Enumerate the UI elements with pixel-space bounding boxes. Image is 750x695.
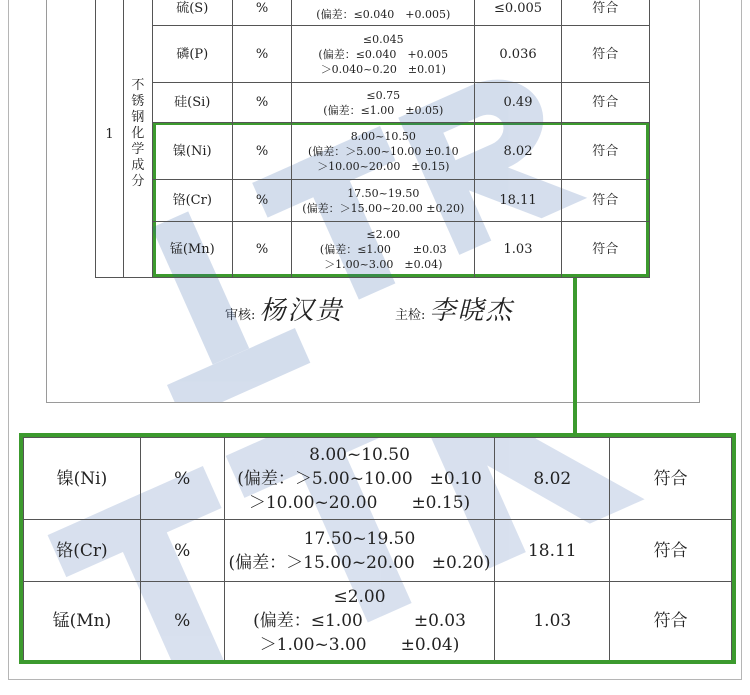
watermark-letter-t1-bar bbox=[167, 328, 310, 402]
doc-category-cell bbox=[123, 0, 152, 278]
doc-row-si bbox=[96, 83, 700, 123]
doc-result: 1.03 bbox=[475, 222, 562, 278]
zoom-result: 8.02 bbox=[495, 438, 610, 520]
doc-table bbox=[95, 0, 699, 278]
doc-element: 镍(Ni) bbox=[152, 123, 232, 180]
zoom-result: 18.11 bbox=[495, 520, 610, 582]
doc-result: 18.11 bbox=[475, 180, 562, 222]
zoom-row-mn bbox=[24, 582, 732, 661]
doc-row-p bbox=[96, 26, 700, 83]
zoom-row-ni bbox=[24, 438, 732, 520]
doc-verdict: 符合 bbox=[561, 83, 649, 123]
doc-spec: 17.50~19.50 (偏差：＞15.00~20.00 ±0.20) bbox=[292, 180, 475, 222]
zoom-panel bbox=[19, 433, 736, 664]
inspector-block bbox=[395, 290, 514, 327]
scanned-document bbox=[46, 0, 700, 403]
zoom-unit: % bbox=[140, 582, 224, 661]
doc-spec: 8.00~10.50 (偏差：＞5.00~10.00 ±0.10 ＞10.00~20.00 ±0.15) bbox=[292, 123, 475, 180]
zoom-element: 铬(Cr) bbox=[24, 520, 141, 582]
reviewer-block bbox=[225, 290, 344, 327]
doc-result: 8.02 bbox=[475, 123, 562, 180]
doc-verdict: 符合 bbox=[561, 180, 649, 222]
doc-row-mn bbox=[96, 222, 700, 278]
zoom-spec: ≤2.00 (偏差：≤1.00 ±0.03 ＞1.00~3.00 ±0.04) bbox=[224, 582, 495, 661]
doc-unit: % bbox=[232, 123, 292, 180]
doc-verdict: 符合 bbox=[561, 222, 649, 278]
reviewer-signature: 杨汉贵 bbox=[259, 296, 344, 326]
zoom-element: 镍(Ni) bbox=[24, 438, 141, 520]
doc-result: ≤0.005 bbox=[475, 0, 562, 26]
doc-row-ni bbox=[96, 123, 700, 180]
doc-spec: (偏差：≤0.040 +0.005) bbox=[292, 0, 475, 26]
zoom-row-cr bbox=[24, 520, 732, 582]
zoom-spec: 17.50~19.50 (偏差：＞15.00~20.00 ±0.20) bbox=[224, 520, 495, 582]
inspector-label: 主检: bbox=[395, 308, 426, 323]
doc-verdict: 符合 bbox=[561, 123, 649, 180]
doc-spec: ≤0.75 (偏差：≤1.00 ±0.05) bbox=[292, 83, 475, 123]
zoom-unit: % bbox=[140, 520, 224, 582]
doc-element: 硫(S) bbox=[152, 0, 232, 26]
doc-result: 0.49 bbox=[475, 83, 562, 123]
zoom-spec: 8.00~10.50 (偏差：＞5.00~10.00 ±0.10 ＞10.00~20.00 ±0.15) bbox=[224, 438, 495, 520]
doc-spec: ≤2.00 (偏差：≤1.00 ±0.03 ＞1.00~3.00 ±0.04) bbox=[292, 222, 475, 278]
zoom-result: 1.03 bbox=[495, 582, 610, 661]
inspector-signature: 李晓杰 bbox=[429, 296, 514, 326]
doc-element: 锰(Mn) bbox=[152, 222, 232, 278]
doc-row-cr bbox=[96, 180, 700, 222]
doc-row-s bbox=[96, 0, 700, 26]
zoom-unit: % bbox=[140, 438, 224, 520]
highlight-connector bbox=[573, 278, 577, 434]
zoom-table bbox=[23, 437, 732, 661]
doc-unit: % bbox=[232, 83, 292, 123]
reviewer-label: 审核: bbox=[225, 308, 256, 323]
doc-unit: % bbox=[232, 26, 292, 83]
zoom-element: 锰(Mn) bbox=[24, 582, 141, 661]
doc-element: 硅(Si) bbox=[152, 83, 232, 123]
zoom-verdict: 符合 bbox=[610, 582, 732, 661]
doc-element: 磷(P) bbox=[152, 26, 232, 83]
doc-category-label: 不锈钢化学成分 bbox=[131, 78, 145, 189]
zoom-verdict: 符合 bbox=[610, 438, 732, 520]
doc-spec: ≤0.045 (偏差：≤0.040 +0.005 ＞0.040~0.20 ±0.01) bbox=[292, 26, 475, 83]
doc-verdict: 符合 bbox=[561, 0, 649, 26]
doc-unit: % bbox=[232, 222, 292, 278]
doc-seq-cell: 1 bbox=[96, 0, 124, 278]
zoom-verdict: 符合 bbox=[610, 520, 732, 582]
doc-unit: % bbox=[232, 0, 292, 26]
doc-unit: % bbox=[232, 180, 292, 222]
doc-result: 0.036 bbox=[475, 26, 562, 83]
doc-element: 铬(Cr) bbox=[152, 180, 232, 222]
doc-verdict: 符合 bbox=[561, 26, 649, 83]
